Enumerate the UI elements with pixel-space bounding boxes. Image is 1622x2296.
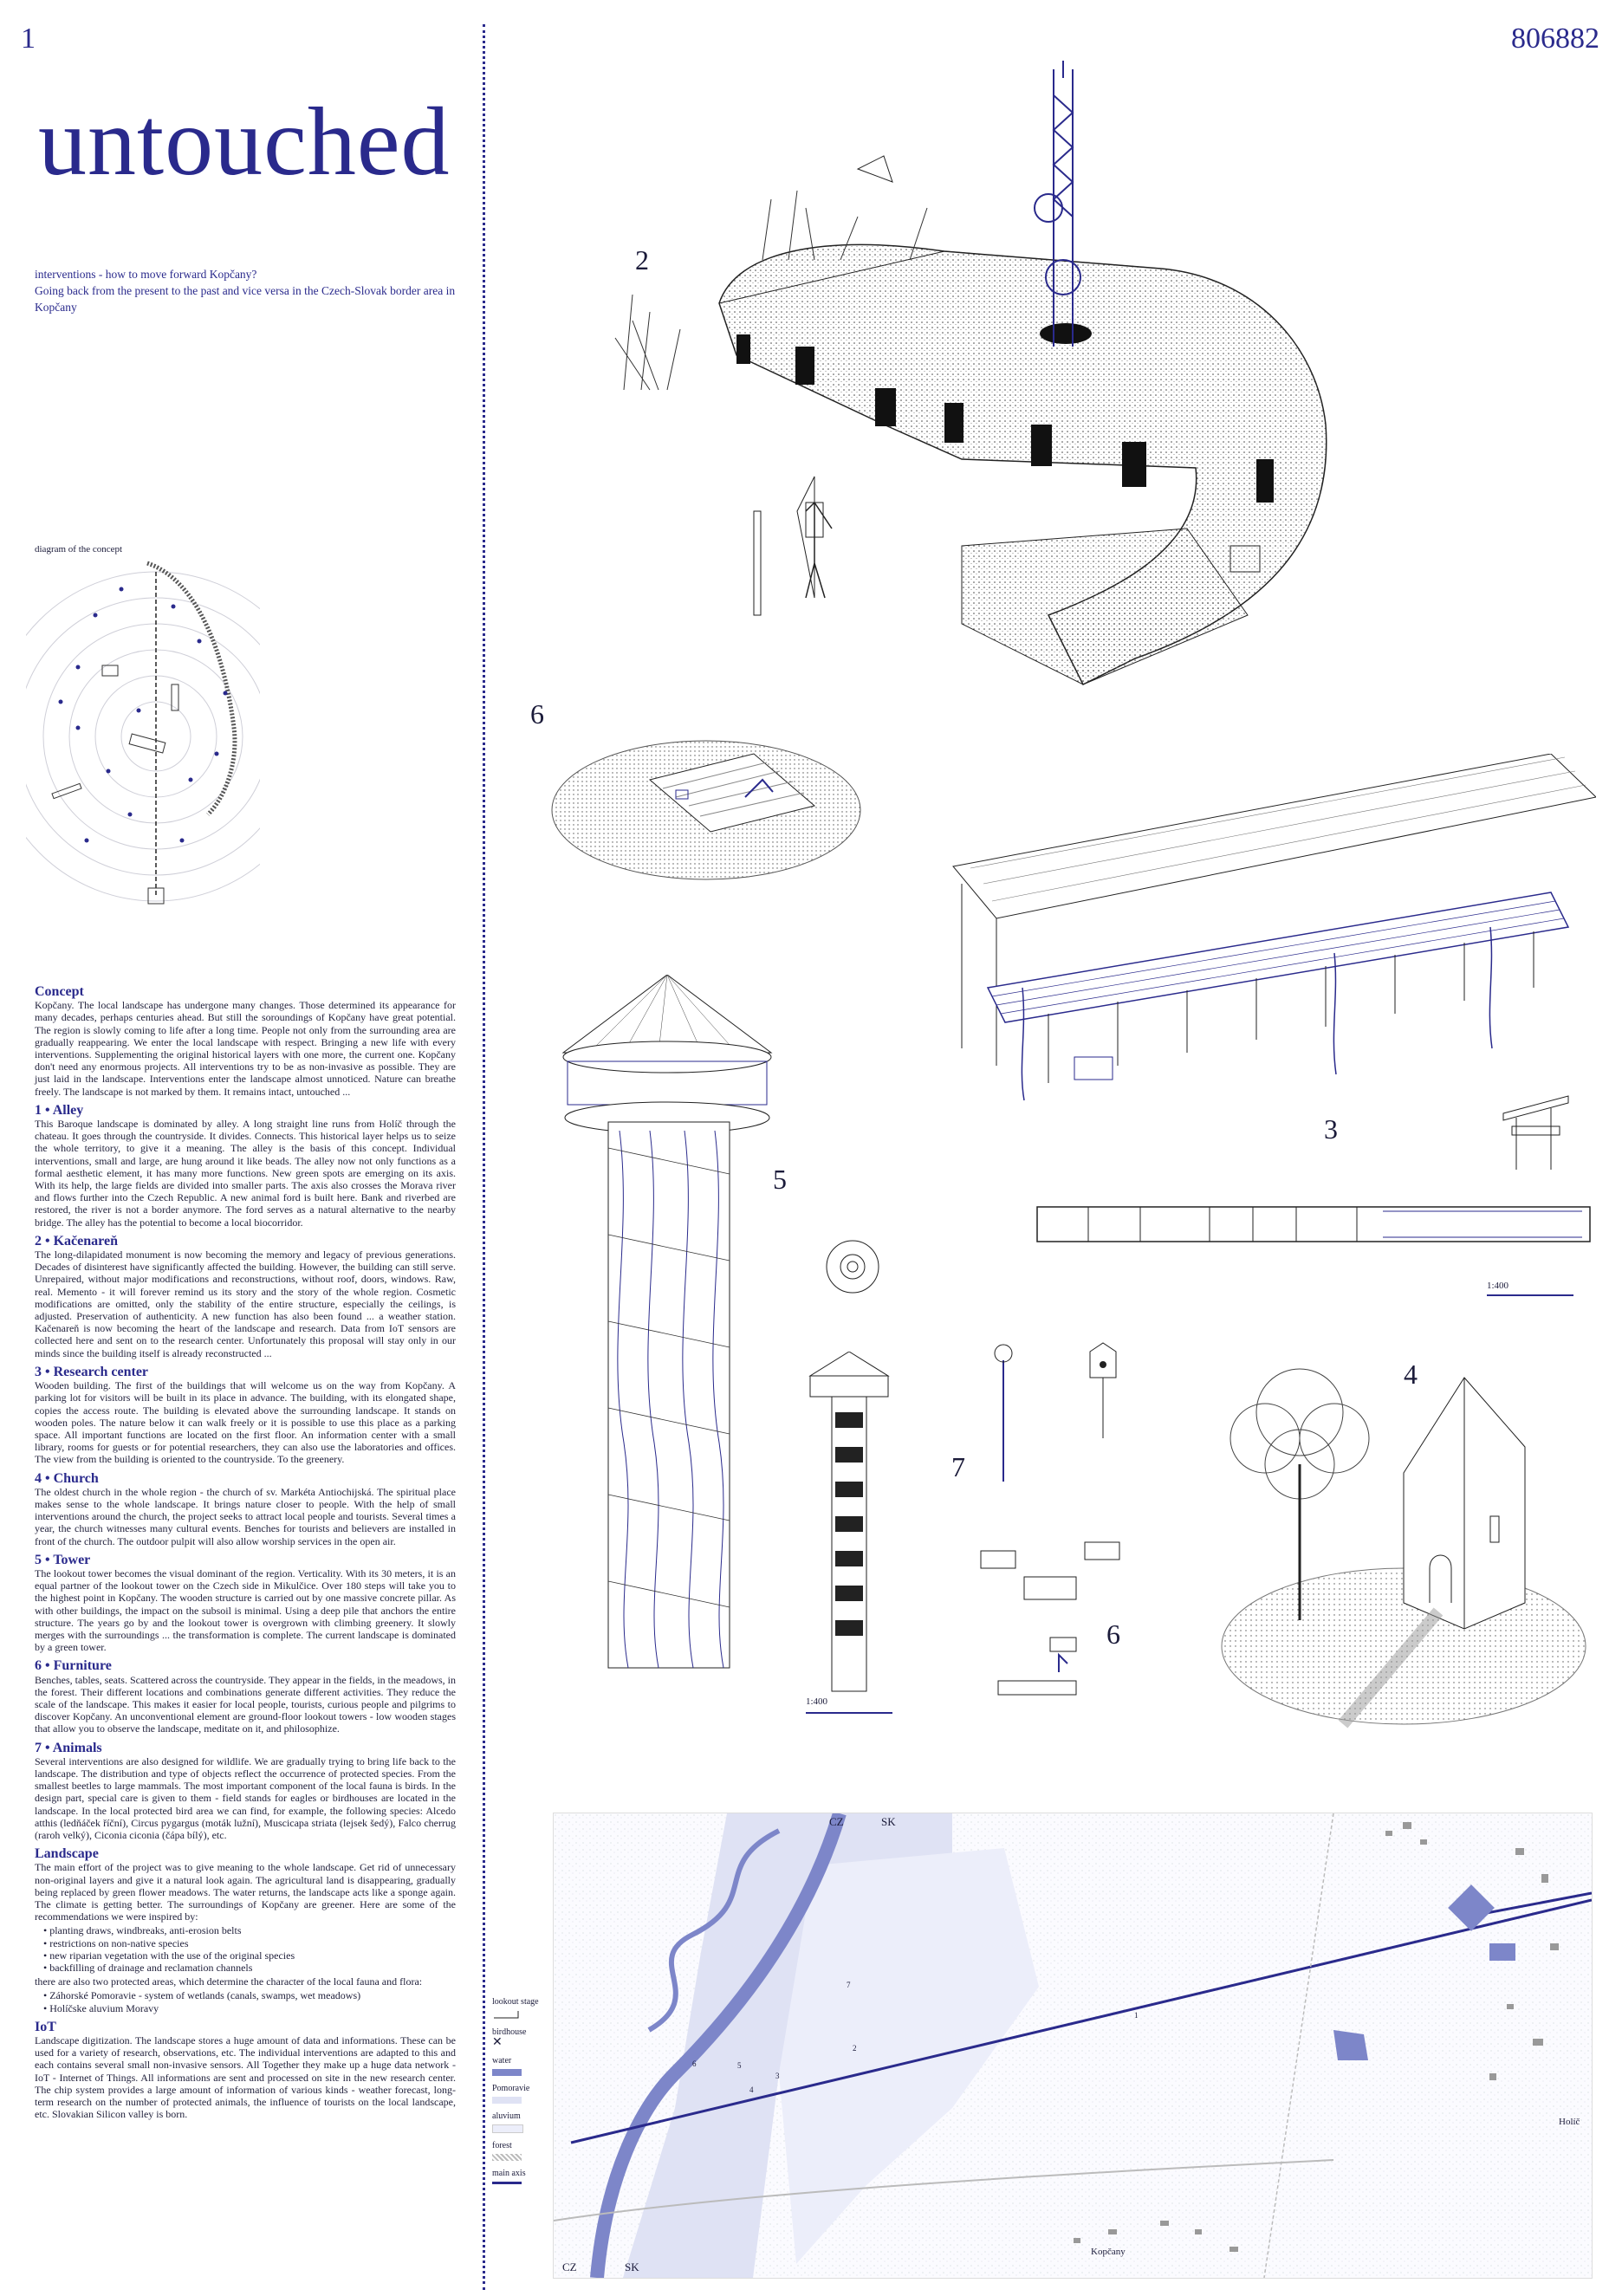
platform-drawing: [546, 719, 866, 884]
diagram-label: diagram of the concept: [35, 544, 123, 555]
iot-text: Landscape digitization. The landscape stores a huge amount of data and informations. These can be used for a variety of research, observations, etc. The individual interventions are adapted to this and each contains several small non-invasive sensors. All Together they make up a huge data network - IoT - Internet of Things. All informations are sent and processed on site in the new research center. The chip system provides a large amount of information of various kinds - weather forecast, long-term research on the number of protected animals, the influence of tourists on the local landscape, etc. Slovakian Silicon valley is born.: [35, 2034, 456, 2121]
drawing-number-6b: 6: [1106, 1618, 1120, 1650]
legend-water-label: water: [492, 2056, 512, 2066]
alley-text: This Baroque landscape is dominated by alley. A long straight line runs from Holíč through the chateau. It goes through the countryside. It divides. Connects. This historical layer helps us to seize the whole territory, to give it a meaning. The alley is the basis of this concept. Individual interventions, small and large, are hung around it like beads. The alley now not only functions as a formal aesthetic element, it has many more functions. New green spots are emerging on its axis. With its help, the large fields are divided into smaller parts. The axis also crosses the Morava river and flows further into the Czech Republic. A new animal ford is built here. Bank and riverbed are restored, the river is not a border anymore. The ford serves as a natural alternative to the nearby bridge. The alley has the potential to become a local biocorridor.: [35, 1118, 456, 1229]
list-item: • backfilling of drainage and reclamation channels: [43, 1962, 456, 1974]
protected-areas-list: [35, 1989, 456, 2014]
kacenaren-drawing: [598, 61, 1473, 702]
water-swatch: [492, 2069, 522, 2076]
map-legend: [492, 1997, 546, 2192]
text-column: [35, 986, 456, 2122]
landscape-text: The main effort of the project was to give meaning to the whole landscape. Get rid of unnecessary non-original layers and give it a natural look again. The agricultural land is disappearing, gradually being replaced by green flower meadows. The water returns, the landscape acts like a sponge again. The climate is getting better. The surroundings of Kopčany are greener. Here are some of the recommendations we were inspired by:: [35, 1861, 456, 1923]
page-title: untouched: [38, 88, 451, 196]
section-detail-drawing: [1499, 1087, 1577, 1174]
forest-swatch: [492, 2154, 522, 2161]
aluvium-swatch: [492, 2124, 523, 2133]
scale-bar-1: [1487, 1294, 1573, 1303]
legend-lookout-label: lookout stage: [492, 1997, 539, 2007]
concept-heading: Concept: [35, 984, 84, 999]
tower-heading: 5 • Tower: [35, 1552, 91, 1567]
legend-item: [492, 2169, 546, 2184]
map-label-holic: Holíč: [1559, 2117, 1580, 2127]
legend-item: [492, 2027, 546, 2048]
tower-drawing: [555, 975, 780, 1720]
legend-item: [492, 2084, 546, 2104]
furniture-text: Benches, tables, seats. Scattered across the countryside. They appear in the fields, in the meadows, in the forest. Their different locations and combinations generate different activities. They reduce the scale of the landscape. This makes it easier for local people, tourists, curious people and pilgrims to discover Kopčany. An unconventional element are ground-floor lookout towers - low wooden stages that allow you to observe the landscape, meditate on it, and philosophize.: [35, 1673, 456, 1735]
subtitle-line-1: interventions - how to move forward Kopčany?: [35, 268, 257, 281]
map-label-cz-bottom: CZ: [562, 2260, 577, 2273]
kacenaren-text: The long-dilapidated monument is now becoming the memory and legacy of previous generations. Decades of disinterest have significantly affected the building. However, the building can still serve. Unrepaired, without major modifications and reconstructions, without roof, doors, windows. Raw, real. Memento - it will forever remind us its story and the story of the whole region. Cosmetic modifications are omitted, only the stability of the entire structure, especially the ceilings, is adjusted. Preservation of authenticity. A new function has also been found ... a weather station. Kačenareň is now becoming the heart of the landscape and research. Data from IoT sensors are collected here and sent on to the research center. Unfortunately this proposal will stay only in our minds since the building itself is already reconstructed ...: [35, 1249, 456, 1359]
drawing-number-7: 7: [951, 1451, 965, 1482]
scale-bar-2: [806, 1712, 892, 1721]
map-label-sk-top: SK: [881, 1815, 896, 1828]
pomoravie-swatch: [492, 2097, 522, 2104]
legend-item: [492, 2111, 546, 2133]
tower-text: The lookout tower becomes the visual dominant of the region. Verticality. With its 30 meters, it is an equal partner of the lookout tower on the Czech side in Mikulčice. Over 180 steps will take you to the highest point in Kopčany. The wooden structure is carried out by one massive concrete pillar. As with other buildings, the impact on the subsoil is minimal. Using a deep pile that anchors the entire structure. The years go by and the lookout tower is overgrown with climbing greenery. It slowly merges with the surroundings ... the transformation is complete. The current landscape is dominated by a green tower.: [35, 1566, 456, 1654]
iot-heading: IoT: [35, 2019, 56, 2034]
legend-item: [492, 2056, 546, 2076]
project-code: 806882: [1511, 23, 1599, 55]
kacenaren-heading: 2 • Kačenareň: [35, 1233, 118, 1249]
map-marker-7: 7: [847, 1981, 851, 1989]
lookout-stage-icon: [492, 2007, 522, 2020]
site-map: [553, 1813, 1593, 2279]
church-heading: 4 • Church: [35, 1470, 99, 1486]
legend-item: [492, 2141, 546, 2161]
alley-heading: 1 • Alley: [35, 1102, 84, 1118]
scale-label-2: 1:400: [806, 1696, 828, 1707]
legend-pomoravie-label: Pomoravie: [492, 2084, 530, 2093]
animal-objects-drawing: [986, 1334, 1142, 1490]
legend-birdhouse-label: birdhouse: [492, 2027, 527, 2037]
map-marker-2: 2: [853, 2044, 857, 2053]
drawing-number-2: 2: [635, 244, 649, 276]
list-item: • planting draws, windbreaks, anti-erosion belts: [43, 1924, 456, 1936]
main-axis-swatch: [492, 2182, 522, 2184]
church-text: The oldest church in the whole region - the church of sv. Markéta Antiochijská. The spiritual place makes sense to the whole landscape. It brings nature closer to people. With the help of small interventions around the church, the project seeks to attract local people and tourists. Several times a year, the church witnesses many cultural events. Benches for tourists and believers are installed in front of the church. The outdoor pulpit will also allow worship services in the open air.: [35, 1485, 456, 1547]
research-text: Wooden building. The first of the buildings that will welcome us on the way from Kopčany. A parking lot for visitors will be built in its place in advance. The building, with its elongated shape, copies the access route. The building is elevated above the surrounding landscape. It stands on wooden poles. The nature below it can walk freely or it is possible to use this place as a parking space. All important functions are located on the first floor. An information center with a small library, rooms for guests or for potential researchers, they can also use the laboratories and offices. The view from the building is oriented to the countryside. To the greenery.: [35, 1379, 456, 1466]
research-heading: 3 • Research center: [35, 1364, 149, 1379]
map-marker-4: 4: [749, 2085, 754, 2094]
drawing-number-4: 4: [1404, 1359, 1418, 1390]
map-label-sk-bottom: SK: [625, 2260, 639, 2273]
map-marker-3: 3: [775, 2072, 780, 2080]
legend-forest-label: forest: [492, 2141, 512, 2150]
map-marker-1: 1: [1134, 2011, 1139, 2020]
drawing-number-3: 3: [1324, 1113, 1338, 1145]
animals-heading: 7 • Animals: [35, 1740, 102, 1755]
subtitle: [35, 266, 464, 315]
plan-drawing: [1036, 1203, 1591, 1246]
church-drawing: [1213, 1343, 1594, 1733]
list-item: • new riparian vegetation with the use of the original species: [43, 1949, 456, 1962]
list-item: • restrictions on non-native species: [43, 1937, 456, 1949]
landscape-text-2: there are also two protected areas, which determine the character of the local fauna and flora:: [35, 1975, 423, 1988]
tower-plan-drawing: [825, 1239, 880, 1294]
birdhouse-icon: ✕: [492, 2036, 503, 2049]
map-marker-6: 6: [692, 2059, 697, 2068]
research-center-drawing: [944, 754, 1596, 1113]
list-item: • Záhorské Pomoravie - system of wetlands (canals, swamps, wet meadows): [43, 1989, 456, 2001]
column-divider: [483, 24, 485, 2290]
map-label-kopcany: Kopčany: [1091, 2247, 1126, 2257]
landscape-bullets: [35, 1924, 456, 1974]
scale-label-1: 1:400: [1487, 1281, 1509, 1291]
legend-main-axis-label: main axis: [492, 2169, 526, 2178]
tower-section-drawing: [806, 1352, 892, 1698]
furniture-heading: 6 • Furniture: [35, 1658, 112, 1674]
map-label-cz-top: CZ: [829, 1815, 844, 1828]
page-number: 1: [21, 23, 36, 55]
concept-text: Kopčany. The local landscape has undergone many changes. Those determined its appearance for many decades, perhaps centuries ahead. But still the soroundings of Kopčany have great potential. The region is slowly coming to life after a long time. People not only from the surrounding area are gradually reappearing. We enter the local landscape with respect. Bringing a new life with every interventions. Supplementing the original historical layers with one more, the current one. Kopčany don't need any enormous projects. All interventions try to be as non-invasive as possible. They are just laid in the landscape. Interventions enter the landscape almost unnoticed. Nature can breathe freely. The landscape is not marked by them. It remains intact, untouched ...: [35, 999, 456, 1098]
landscape-heading: Landscape: [35, 1846, 99, 1862]
drawing-number-6a: 6: [530, 698, 544, 730]
concept-diagram: [26, 555, 260, 918]
drawing-number-5: 5: [773, 1164, 787, 1195]
legend-item: [492, 1997, 546, 2020]
animals-text: Several interventions are also designed for wildlife. We are gradually trying to bring life back to the landscape. The distribution and type of objects reflect the occurrence of protected species. From the smallest beetles to large mammals. The most important component of the local fauna is birds. In the design part, special care is given to them - field stands for eagles or birdhouses are located in the landscape. In the local protected bird area we can find, for example, the following species: Alcedo atthis (ledňáček říční), Circus pygargus (moták lužní), Muscicapa striata (lejsek šedý), Falco cherrug (raroh velký), Ciconia ciconia (čápa bílý), etc.: [35, 1754, 456, 1841]
legend-aluvium-label: aluvium: [492, 2111, 521, 2121]
map-marker-5: 5: [737, 2061, 742, 2070]
list-item: • Holíčske aluvium Moravy: [43, 2002, 456, 2014]
subtitle-line-2: Going back from the present to the past and vice versa in the Czech-Slovak border area in Kopčany: [35, 284, 456, 314]
